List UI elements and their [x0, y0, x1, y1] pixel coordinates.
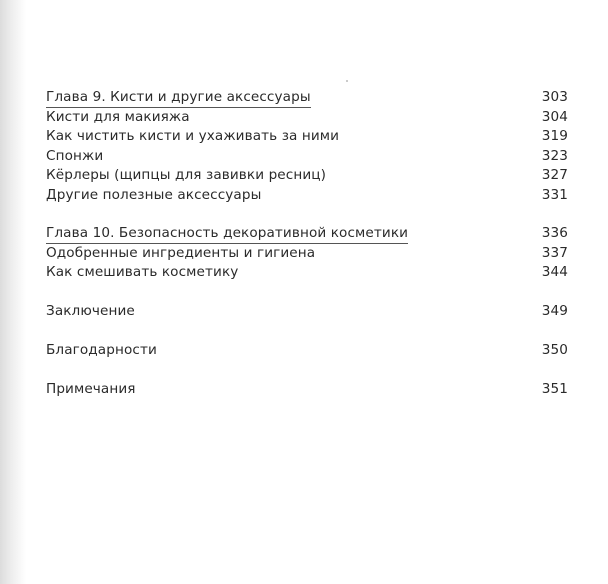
chapter-title: Глава 9. Кисти и другие аксессуары — [46, 89, 311, 108]
toc-conclusion — [46, 302, 568, 322]
table-of-contents — [46, 88, 568, 400]
scan-speck — [346, 80, 348, 82]
page-number: 351 — [541, 380, 568, 397]
entry-title: Кисти для макияжа — [46, 108, 190, 125]
toc-chapter-heading[interactable] — [46, 88, 568, 108]
page-number: 327 — [541, 167, 568, 183]
page-number: 337 — [541, 244, 568, 261]
page-number: 331 — [541, 186, 568, 203]
toc-chapter-10 — [46, 224, 568, 283]
toc-chapter-heading[interactable] — [46, 224, 568, 244]
toc-entry[interactable] — [46, 186, 568, 206]
toc-notes — [46, 380, 568, 400]
page-number: 350 — [541, 341, 568, 358]
entry-title: Благодарности — [46, 341, 157, 358]
toc-entry[interactable] — [46, 108, 568, 128]
toc-entry[interactable] — [46, 263, 568, 283]
entry-title: Как чистить кисти и ухаживать за ними — [46, 128, 340, 144]
entry-title: Примечания — [46, 380, 136, 397]
page-number: 336 — [541, 225, 568, 241]
toc-acknowledgements — [46, 341, 568, 361]
entry-title: Спонжи — [46, 147, 104, 164]
entry-title: Заключение — [46, 302, 135, 319]
toc-chapter-9 — [46, 88, 568, 205]
page-number: 304 — [541, 108, 568, 125]
entry-title: Как смешивать косметику — [46, 264, 239, 280]
toc-entry[interactable] — [46, 341, 568, 361]
toc-entry[interactable] — [46, 127, 568, 147]
scan-edge-shadow — [0, 0, 26, 584]
entry-title: Одобренные ингредиенты и гигиена — [46, 244, 316, 261]
toc-entry[interactable] — [46, 302, 568, 322]
page-number: 319 — [541, 128, 568, 144]
toc-entry[interactable] — [46, 147, 568, 167]
page-number: 349 — [541, 302, 568, 319]
page-number: 344 — [541, 264, 568, 280]
toc-entry[interactable] — [46, 244, 568, 264]
toc-entry[interactable] — [46, 380, 568, 400]
page-number: 303 — [541, 89, 568, 105]
toc-entry[interactable] — [46, 166, 568, 186]
entry-title: Кёрлеры (щипцы для завивки ресниц) — [46, 167, 327, 183]
entry-title: Другие полезные аксессуары — [46, 186, 262, 203]
chapter-title: Глава 10. Безопасность декоративной косметики — [46, 225, 408, 244]
page-number: 323 — [541, 147, 568, 164]
